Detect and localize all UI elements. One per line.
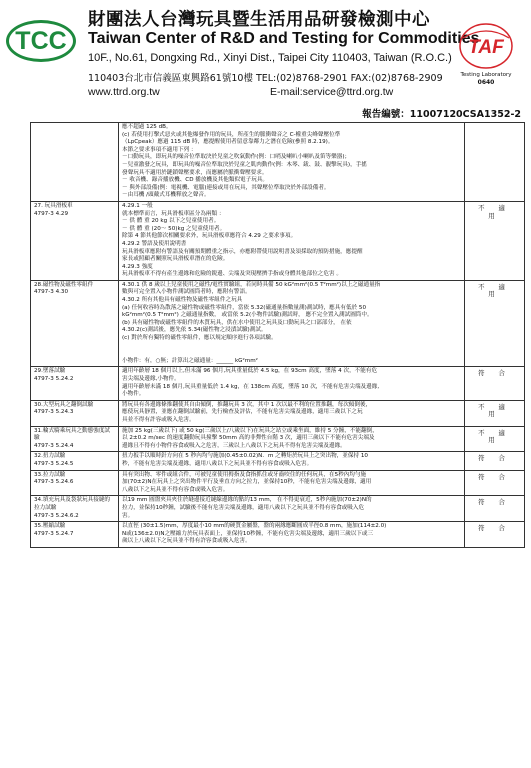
requirement-line: 應使玩具靜置，並應在翻倒試驗前，先行檢查及評估，不能有危害尖端及邊緣，適用三歲以下之玩: [122, 409, 363, 416]
test-item-standard-clause: 4797-3 5.24.6.2: [34, 512, 79, 519]
test-item-cell: [31, 123, 119, 202]
test-item-standard-clause: 4797-3 5.24.6: [34, 479, 74, 486]
table-row: [31, 367, 525, 400]
test-item-cell: [31, 201, 119, 280]
requirement-line: 數與可完全置入小物件測試圓筒者時，應附有警語。: [122, 289, 251, 296]
requirement-line: 具有突出物、零件或組合件，可被兒童使用拇指及食指抓住或牙齒咬住的任何玩具，在5秒內均勻施: [122, 471, 367, 478]
requirement-line: 具並不得有許容或吸入危害。: [122, 416, 195, 423]
taf-logo-text: TAF: [468, 37, 504, 58]
requirement-line: 秒，不能有危害尖端及邊緣，適用八歲以下之玩具並不得有容食或吸入危害。: [122, 460, 313, 467]
test-item-standard-clause: 4797-3 4.29: [34, 210, 69, 217]
test-item-title: 35.壓縮試驗: [34, 523, 66, 530]
test-item-title: 34.填充玩具及袋狀玩具接縫的拉力試驗: [34, 497, 111, 511]
requirement-line: 玩具滑板車應附有警語及有關預期體重之指示，亦應附帶使用說明書及須採取的預防措施，應提醒: [122, 248, 363, 255]
email-text: E-mail:service@ttrd.org.tw: [270, 86, 394, 98]
requirement-line: (a) 任何收容時為散落之磁性物或磁性零組件，當依 5.32(磁通量指數量測)測試時，應具有低於 50: [122, 304, 367, 311]
requirement-line: 4.30.1 供 8 歲以上兒童使用之磁性/電性實驗組，若同時具備 50 kG²mm²(0.5 T²mm²)以上之磁通量指: [122, 281, 381, 288]
table-row: [31, 123, 525, 202]
table-row: [31, 201, 525, 280]
requirement-line: 扭力扳手以順時針方向在 5 秒內均勻施加(0.45±0.02)N．m 之轉矩於玩具上之突出物，並保持 10: [122, 453, 368, 460]
requirement-line: （LpCpeak）應過 115 dB 時，應提醒使用者留意靠鄰力之潛在危險(參照 8.2.19)。: [122, 139, 334, 146]
test-item-title: 28.磁性物及磁性零組件: [34, 281, 94, 288]
test-requirement-cell: [119, 201, 465, 280]
test-item-standard-clause: 4797-3 5.24.7: [34, 530, 74, 537]
test-requirement-cell: [119, 522, 465, 548]
test-result-cell: [465, 452, 525, 470]
test-result: 符 合: [478, 454, 511, 463]
tcc-logo-text: TCC: [15, 26, 67, 55]
test-requirement-cell: [119, 496, 465, 522]
requirement-line: 除第 4 節其他節次相關要求外，玩具滑板車應符合 4.29 之要求事項。: [122, 233, 297, 240]
tcc-logo: [6, 20, 76, 62]
test-item-standard-clause: 4797-3 4.30: [34, 289, 69, 296]
requirement-line: 小物件：有，○無；計算出之磁通量：______ kG²mm²: [122, 357, 258, 364]
requirement-line: 害。: [122, 512, 134, 519]
requirement-line: 應不超過 125 dB。: [122, 124, 172, 130]
requirement-line: －由耳機 /頭戴式耳機釋放之聲音。: [122, 192, 210, 199]
requirement-line: 八歲以下之玩具並不得有容食或吸入危害。: [122, 486, 229, 493]
requirement-line: 將玩具有各邊緣條推翻使其自由傾倒，推翻玩具 3 次，其中 1 次以最不利的位置推翻，每次傾倒後，: [122, 401, 372, 408]
website-text: www.ttrd.org.tw: [88, 86, 160, 98]
requirement-line: － 與外部設備(例：電視機、電腦)連接或用在玩具，其聲壓位準取決於外部設備者。: [122, 184, 330, 191]
test-requirement-cell: [119, 452, 465, 470]
requirement-line: 以19 mm 圓盤夾具夾住於縫邊接近縫線邊緣的點約13 mm， 在不得更衰近，5秒內施加(70±2)N的: [122, 497, 372, 504]
test-result-cell: [465, 522, 525, 548]
requirement-line: 邊緣且不得有小物件容食或吸入之危害，三歲以上八歲以下之玩具不得有危害尖端及邊緣。: [122, 442, 346, 449]
test-result-cell: [465, 426, 525, 452]
test-result-cell: [465, 280, 525, 367]
requirement-line: (b) 具有磁性物或磁性零組件的木質玩具，供在水中使用之玩具及口動玩具之口部部分， 在依: [122, 319, 352, 326]
test-item-cell: [31, 426, 119, 452]
requirement-line: 本節之要求事項不適用下列 ：: [122, 146, 197, 153]
test-result: 不 適 用: [478, 402, 511, 419]
requirement-line: 適用年齡層未滿 18 個月,玩具重量低於 1.4 kg，在 138cm 高度，墜落 10 次，不能有危害尖端及邊緣,: [122, 383, 380, 390]
test-result: 符 合: [478, 498, 511, 507]
requirement-line: [122, 350, 461, 358]
requirement-line: 歲以上八歲以下之玩具並不得有許容食或吸入危害。: [122, 538, 251, 545]
table-row: [31, 522, 525, 548]
test-result: 不 適 用: [478, 282, 511, 299]
requirement-line: 4.29.2 警語及使用說明書: [122, 240, 187, 247]
requirement-line: － 供 體 重 20 kg 以下之兒童使用者。: [122, 218, 220, 225]
report-number: 報告編號：11007120CSA1352-2: [362, 109, 521, 120]
requirement-line: 適用年齡層 18 個月以上,但未滿 96 個月,玩具重量低於 4.5 kg，在 93cm 高度，墜落 4 次，不能有危: [122, 368, 378, 375]
test-result-cell: [465, 123, 525, 202]
requirement-line: 拉力，並保持10秒鐘，試驗後不能有危害尖端及邊緣，適用八歲以下之玩具並不得有容食或吸入危: [122, 504, 365, 511]
org-name-en: Taiwan Center of R&D and Testing for Commodities: [88, 30, 480, 47]
test-item-title: 27. 玩具滑板車: [34, 202, 73, 209]
requirement-line: 害尖端及邊緣,小物件。: [122, 376, 180, 382]
table-row: [31, 400, 525, 426]
test-item-title: 29.墜落試驗: [34, 368, 66, 375]
requirement-line: N或(136±2.0)N之壓縮力於玩具表面上，並保持10秒鐘，不能有危害尖端及邊緣，適用三歲以下或三: [122, 530, 374, 537]
test-result: 不 適 用: [478, 203, 511, 220]
test-item-title: 31.輪式騎乘玩具之動態強度試驗: [34, 427, 111, 442]
requirement-line: －口動玩具，即玩具的噪音位準取決於兒童之吹氣動作(例：口哨及喇叭小喇叭及笛等樂器)；: [122, 154, 351, 161]
requirement-line: 發聲玩具不適用於鏈鎖聲壓要求，而應屬於脈衝聲壓要求。: [122, 169, 268, 176]
requirement-line: 4.29.1 一般: [122, 202, 153, 209]
test-requirement-cell: [119, 367, 465, 400]
test-result-cell: [465, 367, 525, 400]
test-item-title: 33.拉力試驗: [34, 471, 66, 478]
test-item-standard-clause: 4797-3 5.24.4: [34, 442, 74, 449]
test-result: 符 合: [478, 472, 511, 481]
test-result: 符 合: [478, 524, 511, 533]
requirement-line: 玩具滑板車不得有產生邊緣和危險的鋭邊、尖端及突現壓擠手指或身體其他部位之危害 。: [122, 271, 342, 278]
test-requirement-cell: [119, 123, 465, 202]
table-row: [31, 452, 525, 470]
requirement-line: －兒童激發之玩具，即玩具的噪音位準取決於兒童之肌肉動作(例：木琴、鈸、鼓、靚擊玩具)，手搖: [122, 161, 367, 168]
test-item-title: 32.扭力試驗: [34, 453, 66, 460]
test-item-cell: [31, 367, 119, 400]
test-result-cell: [465, 201, 525, 280]
table-row: [31, 470, 525, 496]
requirement-line: 4.29.3 強度: [122, 263, 153, 270]
requirement-line: (c) 若使用打擊式惡火或其他爆發作用的玩具，所產生的脈衝聲音之 C-權重尖峰聲壓位準: [122, 131, 341, 138]
taf-logo-icon: [457, 20, 515, 72]
table-row: [31, 280, 525, 367]
test-result: 符 合: [478, 369, 511, 378]
org-name-zh: 財團法人台灣玩具暨生活用品研發檢測中心: [88, 10, 430, 30]
table-row: [31, 496, 525, 522]
taf-number: 0640: [477, 79, 495, 86]
address-zh: 110403台北市信義區東興路61號10樓 TEL:(02)8768-2901 FAX:(02)8768-2909: [88, 73, 443, 84]
test-item-cell: [31, 280, 119, 367]
test-result-cell: [465, 400, 525, 426]
requirement-line: 4.30.2 所有其他具有磁性物及磁性零組件之玩具: [122, 297, 243, 304]
test-requirement-cell: [119, 280, 465, 367]
test-item-standard-clause: 4797-3 5.24.2: [34, 376, 74, 382]
test-items-table: [30, 122, 525, 548]
test-item-cell: [31, 452, 119, 470]
test-result-cell: [465, 470, 525, 496]
requirement-line: 施加 25 kg(三歲以下) 或 50 kg(三歲以上/八歲以下)在玩具之站立或乘坐面，維持 5 分鐘，不能翻倒，: [122, 427, 378, 434]
requirement-line: 家長或照顧者關照玩具滑板車潛在的危險。: [122, 256, 229, 263]
test-item-cell: [31, 496, 119, 522]
taf-label: Testing Laboratory: [460, 72, 512, 78]
requirement-line: 4.30.2(c)測試後，應先依 5.34(磁性物之浸漬試驗)測試。: [122, 327, 267, 334]
requirement-line: 以 2±0.2 m/sec 的速度翻動玩具撞擊 50mm 高的非彈性台階 3 次，適用三歲以下不能有危害尖端及: [122, 435, 375, 442]
requirement-line: 就本標準而言，玩具滑板車區分為兩類 ：: [122, 210, 225, 217]
requirement-line: [122, 343, 461, 351]
requirement-line: － 供 體 重 (20～ 50)kg 之兒童使用者。: [122, 225, 226, 232]
requirement-line: 小物件。: [122, 391, 145, 398]
test-requirement-cell: [119, 400, 465, 426]
test-item-cell: [31, 522, 119, 548]
requirement-line: － 收音機、錄音播放機、CD 播放機及其他類似電子玩具。: [122, 177, 269, 184]
address-en: 10F., No.61, Dongxing Rd., Xinyi Dist., Taipei City 110403, Taiwan (R.O.C.): [88, 52, 452, 64]
taf-accreditation-badge: [455, 20, 517, 100]
test-requirement-cell: [119, 426, 465, 452]
test-result: 不 適 用: [478, 428, 511, 445]
table-row: [31, 426, 525, 452]
requirement-line: (c) 對於所有獨特的磁性零組件，應以規定順序進行各項試驗。: [122, 335, 277, 342]
test-item-cell: [31, 470, 119, 496]
requirement-line: 以直徑 (30±1.5)mm，厚度最小10 mm的硬質金屬盤，盤的兩緣應斷圓成半徑0.8 mm，施加(114±2.0): [122, 523, 387, 530]
test-requirement-cell: [119, 470, 465, 496]
test-item-standard-clause: 4797-3 5.24.5: [34, 460, 74, 467]
test-item-standard-clause: 4797-3 5.24.3: [34, 409, 74, 416]
test-item-cell: [31, 400, 119, 426]
requirement-line: kG²mm²(0.5 T²mm²) 之磁通量指數， 或當依 5.2(小物件試驗)測試時， 應不完全置入測試圓筒中。: [122, 312, 373, 319]
test-result-cell: [465, 496, 525, 522]
requirement-line: 加(70±2)N在玩具上之突出物件平行及垂直方向之拉力，並保持10秒，不能有危害尖端及邊緣，適用: [122, 479, 372, 486]
test-item-title: 30.大型玩具之翻倒試驗: [34, 401, 94, 408]
